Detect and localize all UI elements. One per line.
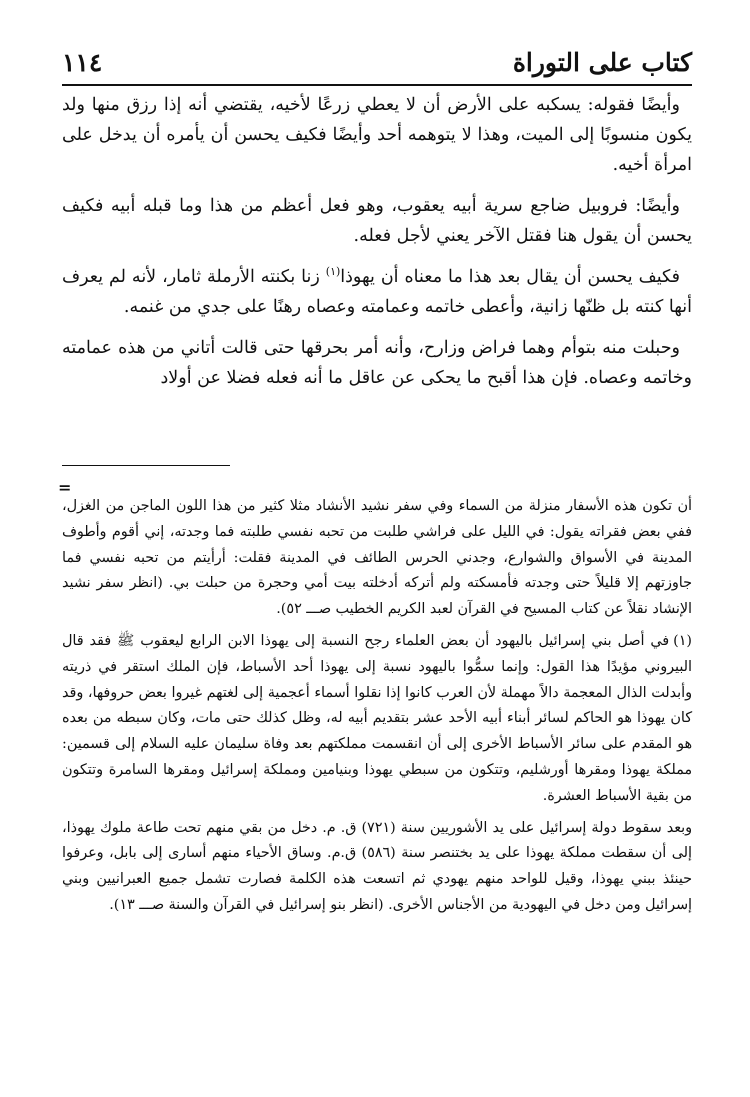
- book-page: [58, 44, 693, 913]
- main-paragraph: [62, 262, 692, 322]
- main-text: [62, 90, 692, 404]
- main-paragraph: وأيضًا فقوله: يسكبه على الأرض أن لا يعطي زرعًا لأخيه، يقتضي أنه إذا رزق منها ولد يكون منسوبًا إلى الميت، وهذا لا يتوهمه أحد وأيضًا فكيف يحسن أن يأمره أن يدخل على امرأة أخيه.: [62, 95, 692, 175]
- main-paragraph: وأيضًا: فروبيل ضاجع سرية أبيه يعقوب، وهو فعل أعظم من هذا وما قبله أبيه فكيف يحسن أن يقول هنا فقتل الآخر يعني لأجل فعله.: [62, 196, 692, 246]
- continuation-mark: =: [58, 478, 72, 497]
- header-rule: [62, 84, 692, 86]
- footnote-reference[interactable]: (١): [325, 265, 341, 279]
- footnote-number: (١): [673, 632, 692, 649]
- footnote-separator: [62, 465, 230, 466]
- paragraph-text: زنا بكنته الأرملة ثامار، لأنه لم يعرف أنها كنته بل ظنّها زانية، وأعطى خاتمه وعمامته وعصاه رهنًا على جدي من غنمه.: [62, 267, 692, 317]
- page-title: كتاب على التوراة: [512, 48, 692, 77]
- footnote-1-continued: وبعد سقوط دولة إسرائيل على يد الأشوريين سنة (٧٢١) ق. م. دخل من بقي منهم تحت طاعة ملوك يهوذا، إلى أن سقطت مملكة يهوذا على يد بختنصر سنة (٥٨٦) ق.م. وساق الأحياء منهم أسارى إلى بابل، وعرفوا حينئذ ببني يهوذا، وقيل للواحد منهم يهودي ثم اتسعت هذه الكلمة فصارت تشمل جميع العبرانيين وبني إسرائيل ومن دخل في اليهودية من الأجناس الأخرى. (انظر بنو إسرائيل في القرآن والسنة صـــ ١٣).: [62, 819, 692, 913]
- footnote-continued: أن تكون هذه الأسفار منزلة من السماء وفي سفر نشيد الأنشاد مثلا كثير من هذا اللون الماجن من الغزل، ففي بعض فقراته يقول: في الليل على فراشي طلبت من تحبه نفسي طلبته فما وجدته، إني أقوم وأطوف المدينة في الأسواق والشوارع، وجدني الحرس الطائف في المدينة فقلت: أرأيتم من تحبه نفسي فما جاوزتهم إلا قليلاً حتى وجدته فأمسكته ولم أتركه أدخلته بيت أمي وحجرة من حبلت بي. (انظر سفر نشيد الإنشاد نقلاً عن كتاب المسيح في القرآن لعبد الكريم الخطيب صـــ ٥٢).: [62, 498, 692, 618]
- footnote-text: في أصل بني إسرائيل باليهود أن بعض العلماء رجح النسبة إلى يهوذا الابن الرابع ليعقوب ﷺ فقد قال البيروني مؤيدًا هذا القول: وإنما سمُّوا باليهود نسبة إلى يهوذا أحد الأسباط، فإن الملك استقر في ذريته وأبدلت الذال المعجمة دالاً مهملة لأن العرب كانوا إذا نقلوا أسماء أعجمية إلى لغتهم غيروا بعض حروفها، وقد كان يهوذا هو الحاكم لسائر أبناء أبيه الأحد عشر بتقديم أبيه له، وظل كذلك حتى مات، وكان سبطه من بعده هو المقدم على سائر الأسباط الأخرى إلى أن انقسمت مملكتهم بعد وفاة سليمان عليه السلام إلى قسمين: مملكة يهوذا ومقرها أورشليم، وتتكون من سبطي يهوذا وبنيامين ومملكة إسرائيل ومقرها السامرة وتتكون من بقية الأسباط العشرة.: [62, 632, 693, 804]
- page-header: [62, 44, 692, 84]
- paragraph-text: فكيف يحسن أن يقال بعد هذا ما معناه أن يهوذا: [340, 267, 681, 287]
- footnote-1: [62, 629, 692, 810]
- page-number: ١١٤: [62, 48, 103, 77]
- footnotes: [62, 494, 692, 925]
- main-paragraph: وحبلت منه بتوأم وهما فراض وزارح، وأنه أمر بحرقها حتى قالت أتاني من هذه عمامته وخاتمه وعصاه. فإن هذا أقبح ما يحكى عن عاقل ما أنه فعله فضلا عن أولاد: [62, 338, 692, 388]
